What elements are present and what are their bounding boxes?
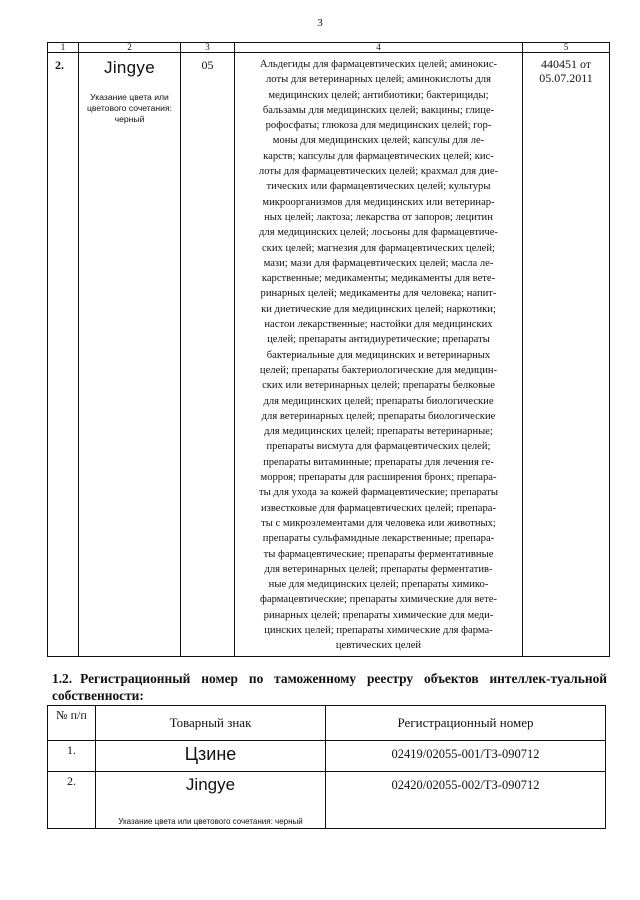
- goods-line: лоты для ветеринарных целей; аминокислоты для: [266, 74, 491, 86]
- goods-line: ских целей; магнезия для фармацевтических целей;: [261, 242, 495, 254]
- header-col-4: 4: [235, 43, 523, 53]
- header-col-1: 1: [48, 43, 79, 53]
- goods-table-header: [48, 43, 610, 53]
- goods-line: препараты висмута для фармацевтических целей;: [266, 441, 491, 453]
- goods-line: целей; препараты бактериологические для медицин-: [259, 364, 498, 376]
- goods-line: цевтических целей: [335, 640, 422, 652]
- goods-list: [235, 53, 523, 657]
- goods-lines: [239, 57, 518, 654]
- class-number: 05: [181, 53, 235, 657]
- goods-line: цинских целей; препараты химические для фарма-: [264, 624, 493, 636]
- header-col-5: 5: [523, 43, 610, 53]
- header-col-3: 3: [181, 43, 235, 53]
- customs-register-table: [47, 705, 606, 829]
- trademark-cell: [79, 53, 181, 657]
- header-col-2: 2: [79, 43, 181, 53]
- goods-line: для ветеринарных целей; препараты ферментатив-: [264, 563, 493, 575]
- registration-number: 440451 от: [540, 57, 592, 71]
- goods-line: карств; капсулы для фармацевтических целей; кис-: [263, 150, 494, 162]
- trademark-cell: [96, 772, 326, 829]
- section-number: 1.2.: [52, 671, 73, 686]
- goods-line: мази; мази для фармацевтических целей; масла ле-: [263, 257, 494, 269]
- table-row: [48, 53, 610, 657]
- goods-line: Альдегиды для фармацевтических целей; аминокис-: [259, 59, 498, 70]
- header-number: № п/п: [48, 706, 96, 741]
- goods-line: ринарных целей; препараты химические для меди-: [263, 609, 494, 621]
- row-number: 2.: [48, 772, 96, 829]
- goods-line: ты для ухода за кожей фармацевтические; препараты: [259, 487, 498, 499]
- goods-line: лоты для фармацевтических целей; крахмал для дие-: [258, 166, 499, 178]
- page-number: 3: [317, 17, 323, 29]
- goods-line: микроорганизмов для медицинских или ветеринар-: [262, 196, 495, 208]
- color-note: Указание цвета или цветового сочетания: черный: [118, 817, 303, 826]
- goods-line: препараты сульфамидные лекарственные; препара-: [262, 533, 495, 545]
- goods-line: ные для медицинских целей; препараты химико-: [268, 579, 489, 591]
- trademark-name: Цзине: [96, 741, 326, 772]
- row-number: 1.: [48, 741, 96, 772]
- trademark-name: Jingye: [104, 58, 155, 77]
- goods-line: ты с микроэлементами для человека или животных;: [261, 517, 496, 529]
- goods-line: ринарных целей; медикаменты для человека; напит-: [260, 288, 497, 300]
- goods-line: ты фармацевтические; препараты ферментативные: [263, 548, 494, 560]
- goods-line: фармацевтические; препараты химические для вете-: [260, 594, 497, 606]
- registration-date: 05.07.2011: [539, 71, 593, 85]
- section-title: Регистрационный номер по таможенному реестру объектов интеллек-туальной собственности:: [52, 671, 607, 703]
- goods-line: рофосфаты; глюкоза для медицинских целей; гор-: [265, 120, 492, 132]
- goods-line: для медицинских целей; препараты биологические: [263, 395, 494, 407]
- registration-cell: [523, 53, 610, 657]
- customs-table-header: [48, 706, 606, 741]
- goods-line: препараты витаминные; препараты для лечения ге-: [263, 456, 494, 468]
- goods-line: бактериальные для медицинских и ветеринарных: [266, 349, 491, 361]
- goods-line: медицинских целей; антибиотики; бактерициды;: [268, 89, 489, 101]
- color-note: Указание цвета или цветового сочетания: черный: [86, 92, 173, 124]
- goods-line: моны для медицинских целей; капсулы для ле-: [272, 135, 485, 147]
- goods-line: для ветеринарных целей; препараты биологические: [261, 410, 496, 422]
- section-heading: [52, 670, 607, 704]
- row-number: 2.: [48, 53, 79, 657]
- goods-line: бальзамы для медицинских целей; вакцины; глице-: [262, 104, 495, 116]
- goods-line: ских или ветеринарных целей; препараты белковые: [262, 380, 495, 392]
- goods-line: ки диетические для медицинских целей; наркотики;: [261, 303, 496, 315]
- registration-number: 02420/02055-002/ТЗ-090712: [326, 772, 606, 829]
- goods-line: для медицинских целей; лосьоны для фармацевтиче-: [259, 227, 498, 239]
- goods-line: тических или фармацевтических целей; культуры: [266, 181, 491, 193]
- goods-line: ных целей; лактоза; лекарства от запоров; лецитин: [264, 211, 493, 223]
- goods-line: для медицинских целей; препараты ветеринарные;: [264, 426, 493, 438]
- goods-line: настои лекарственные; настойки для медицинских: [264, 319, 493, 331]
- goods-line: известковые для фармацевтических целей; препара-: [260, 502, 497, 514]
- goods-line: карственные; медикаменты; медикаменты для вете-: [261, 273, 496, 285]
- header-trademark: Товарный знак: [96, 706, 326, 741]
- table-row: [48, 772, 606, 829]
- trademark-name: Jingye: [185, 775, 236, 794]
- goods-line: морроя; препараты для расширения бронх; препара-: [260, 472, 497, 484]
- table-row: [48, 741, 606, 772]
- goods-line: целей; препараты антидиуретические; препараты: [267, 334, 490, 346]
- header-registration: Регистрационный номер: [326, 706, 606, 741]
- goods-table: [47, 42, 610, 657]
- registration-number: 02419/02055-001/ТЗ-090712: [326, 741, 606, 772]
